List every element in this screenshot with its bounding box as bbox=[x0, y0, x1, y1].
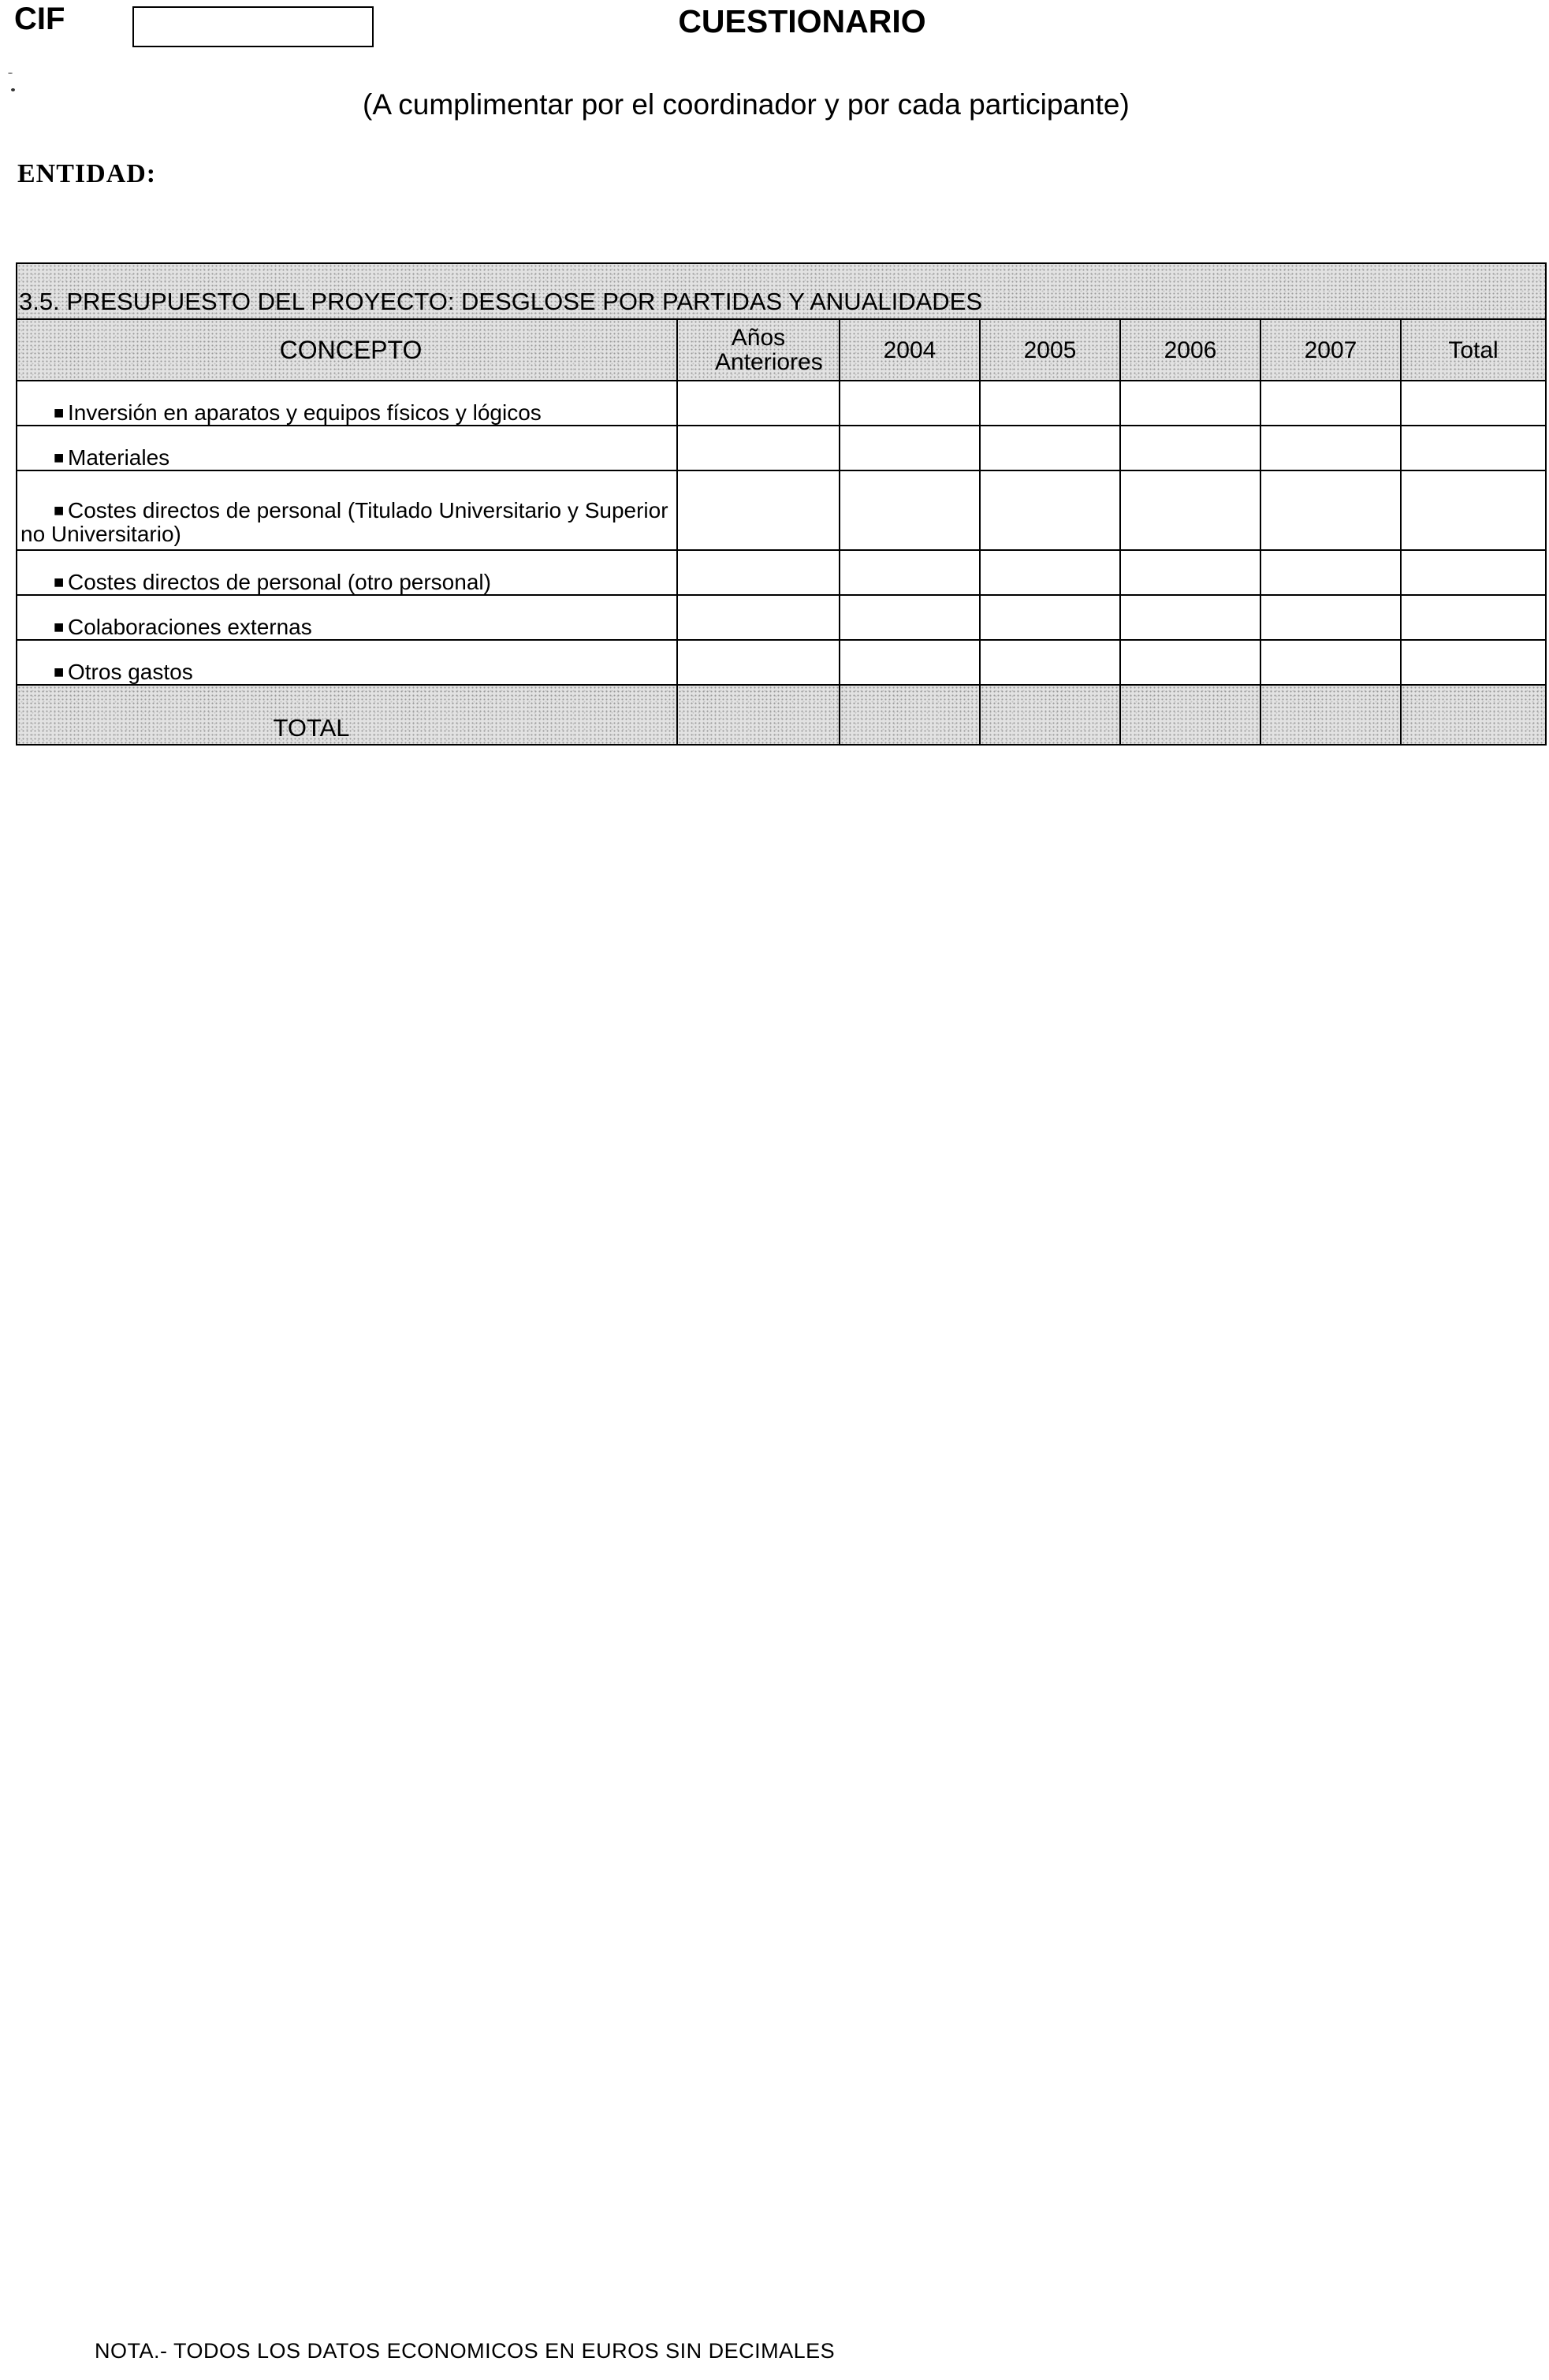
scan-speck bbox=[8, 73, 13, 74]
cell-input[interactable] bbox=[1120, 595, 1260, 640]
column-header-anos-anteriores-text: Años Anteriores bbox=[715, 325, 823, 375]
table-row bbox=[17, 381, 1546, 426]
total-cell[interactable] bbox=[840, 685, 980, 745]
column-header-concepto: CONCEPTO bbox=[17, 319, 677, 381]
row-label bbox=[17, 426, 677, 470]
cell-input[interactable] bbox=[840, 550, 980, 595]
cell-input[interactable] bbox=[840, 381, 980, 426]
cell-input[interactable] bbox=[1401, 595, 1546, 640]
row-label bbox=[17, 381, 677, 426]
cell-input[interactable] bbox=[677, 595, 840, 640]
cell-input[interactable] bbox=[1401, 550, 1546, 595]
total-cell[interactable] bbox=[677, 685, 840, 745]
row-label bbox=[17, 470, 677, 550]
bullet-icon: ■ bbox=[54, 403, 65, 422]
row-label-text: Costes directos de personal (otro personal) bbox=[68, 570, 491, 594]
cell-input[interactable] bbox=[677, 381, 840, 426]
row-label bbox=[17, 640, 677, 685]
section-title: 3.5. PRESUPUESTO DEL PROYECTO: DESGLOSE POR PARTIDAS Y ANUALIDADES bbox=[17, 263, 1546, 319]
cell-input[interactable] bbox=[1260, 595, 1401, 640]
bullet-icon: ■ bbox=[54, 500, 65, 520]
cell-input[interactable] bbox=[677, 470, 840, 550]
cell-input[interactable] bbox=[1401, 470, 1546, 550]
cell-input[interactable] bbox=[840, 426, 980, 470]
row-label-text: Otros gastos bbox=[68, 660, 193, 684]
total-row bbox=[17, 685, 1546, 745]
cell-input[interactable] bbox=[1120, 426, 1260, 470]
cell-input[interactable] bbox=[840, 470, 980, 550]
budget-table bbox=[16, 262, 1547, 746]
column-header-2006: 2006 bbox=[1120, 319, 1260, 381]
entidad-label: ENTIDAD: bbox=[17, 159, 157, 188]
cell-input[interactable] bbox=[840, 595, 980, 640]
table-row bbox=[17, 550, 1546, 595]
cell-input[interactable] bbox=[1260, 381, 1401, 426]
cif-label: CIF bbox=[14, 2, 65, 36]
row-label-text: Colaboraciones externas bbox=[68, 615, 312, 639]
cell-input[interactable] bbox=[1401, 381, 1546, 426]
column-header-2005: 2005 bbox=[980, 319, 1120, 381]
cell-input[interactable] bbox=[677, 640, 840, 685]
cell-input[interactable] bbox=[1120, 550, 1260, 595]
cell-input[interactable] bbox=[1120, 470, 1260, 550]
row-label-text: Costes directos de personal (Titulado Universitario y Superior no Universitario) bbox=[20, 498, 668, 546]
cell-input[interactable] bbox=[1260, 470, 1401, 550]
column-header-anos-anteriores bbox=[677, 319, 840, 381]
cell-input[interactable] bbox=[1260, 550, 1401, 595]
total-cell[interactable] bbox=[1260, 685, 1401, 745]
cell-input[interactable] bbox=[1401, 640, 1546, 685]
column-header-row bbox=[17, 319, 1546, 381]
total-cell[interactable] bbox=[980, 685, 1120, 745]
total-label: TOTAL bbox=[17, 685, 677, 745]
row-label-text: Materiales bbox=[68, 445, 170, 470]
bullet-icon: ■ bbox=[54, 662, 65, 682]
total-cell[interactable] bbox=[1401, 685, 1546, 745]
cell-input[interactable] bbox=[1260, 640, 1401, 685]
row-label bbox=[17, 595, 677, 640]
cell-input[interactable] bbox=[1401, 426, 1546, 470]
table-row bbox=[17, 595, 1546, 640]
column-header-total: Total bbox=[1401, 319, 1546, 381]
cell-input[interactable] bbox=[980, 470, 1120, 550]
footer-note: NOTA.- TODOS LOS DATOS ECONOMICOS EN EUROS SIN DECIMALES bbox=[95, 2339, 836, 2363]
table-row bbox=[17, 426, 1546, 470]
cell-input[interactable] bbox=[980, 550, 1120, 595]
table-row bbox=[17, 640, 1546, 685]
bullet-icon: ■ bbox=[54, 572, 65, 592]
cell-input[interactable] bbox=[980, 426, 1120, 470]
cell-input[interactable] bbox=[1120, 640, 1260, 685]
scan-speck bbox=[11, 88, 15, 91]
cell-input[interactable] bbox=[980, 595, 1120, 640]
total-cell[interactable] bbox=[1120, 685, 1260, 745]
column-header-2007: 2007 bbox=[1260, 319, 1401, 381]
cell-input[interactable] bbox=[980, 640, 1120, 685]
column-header-2004: 2004 bbox=[840, 319, 980, 381]
cell-input[interactable] bbox=[1260, 426, 1401, 470]
cell-input[interactable] bbox=[840, 640, 980, 685]
cell-input[interactable] bbox=[1120, 381, 1260, 426]
cell-input[interactable] bbox=[677, 426, 840, 470]
page-subtitle: (A cumplimentar por el coordinador y por cada participante) bbox=[363, 88, 1130, 121]
row-label-text: Inversión en aparatos y equipos físicos y lógicos bbox=[68, 400, 542, 425]
bullet-icon: ■ bbox=[54, 448, 65, 467]
page-title: CUESTIONARIO bbox=[678, 3, 926, 39]
cell-input[interactable] bbox=[980, 381, 1120, 426]
table-row bbox=[17, 470, 1546, 550]
bullet-icon: ■ bbox=[54, 617, 65, 637]
row-label bbox=[17, 550, 677, 595]
cell-input[interactable] bbox=[677, 550, 840, 595]
section-title-row bbox=[17, 263, 1546, 319]
